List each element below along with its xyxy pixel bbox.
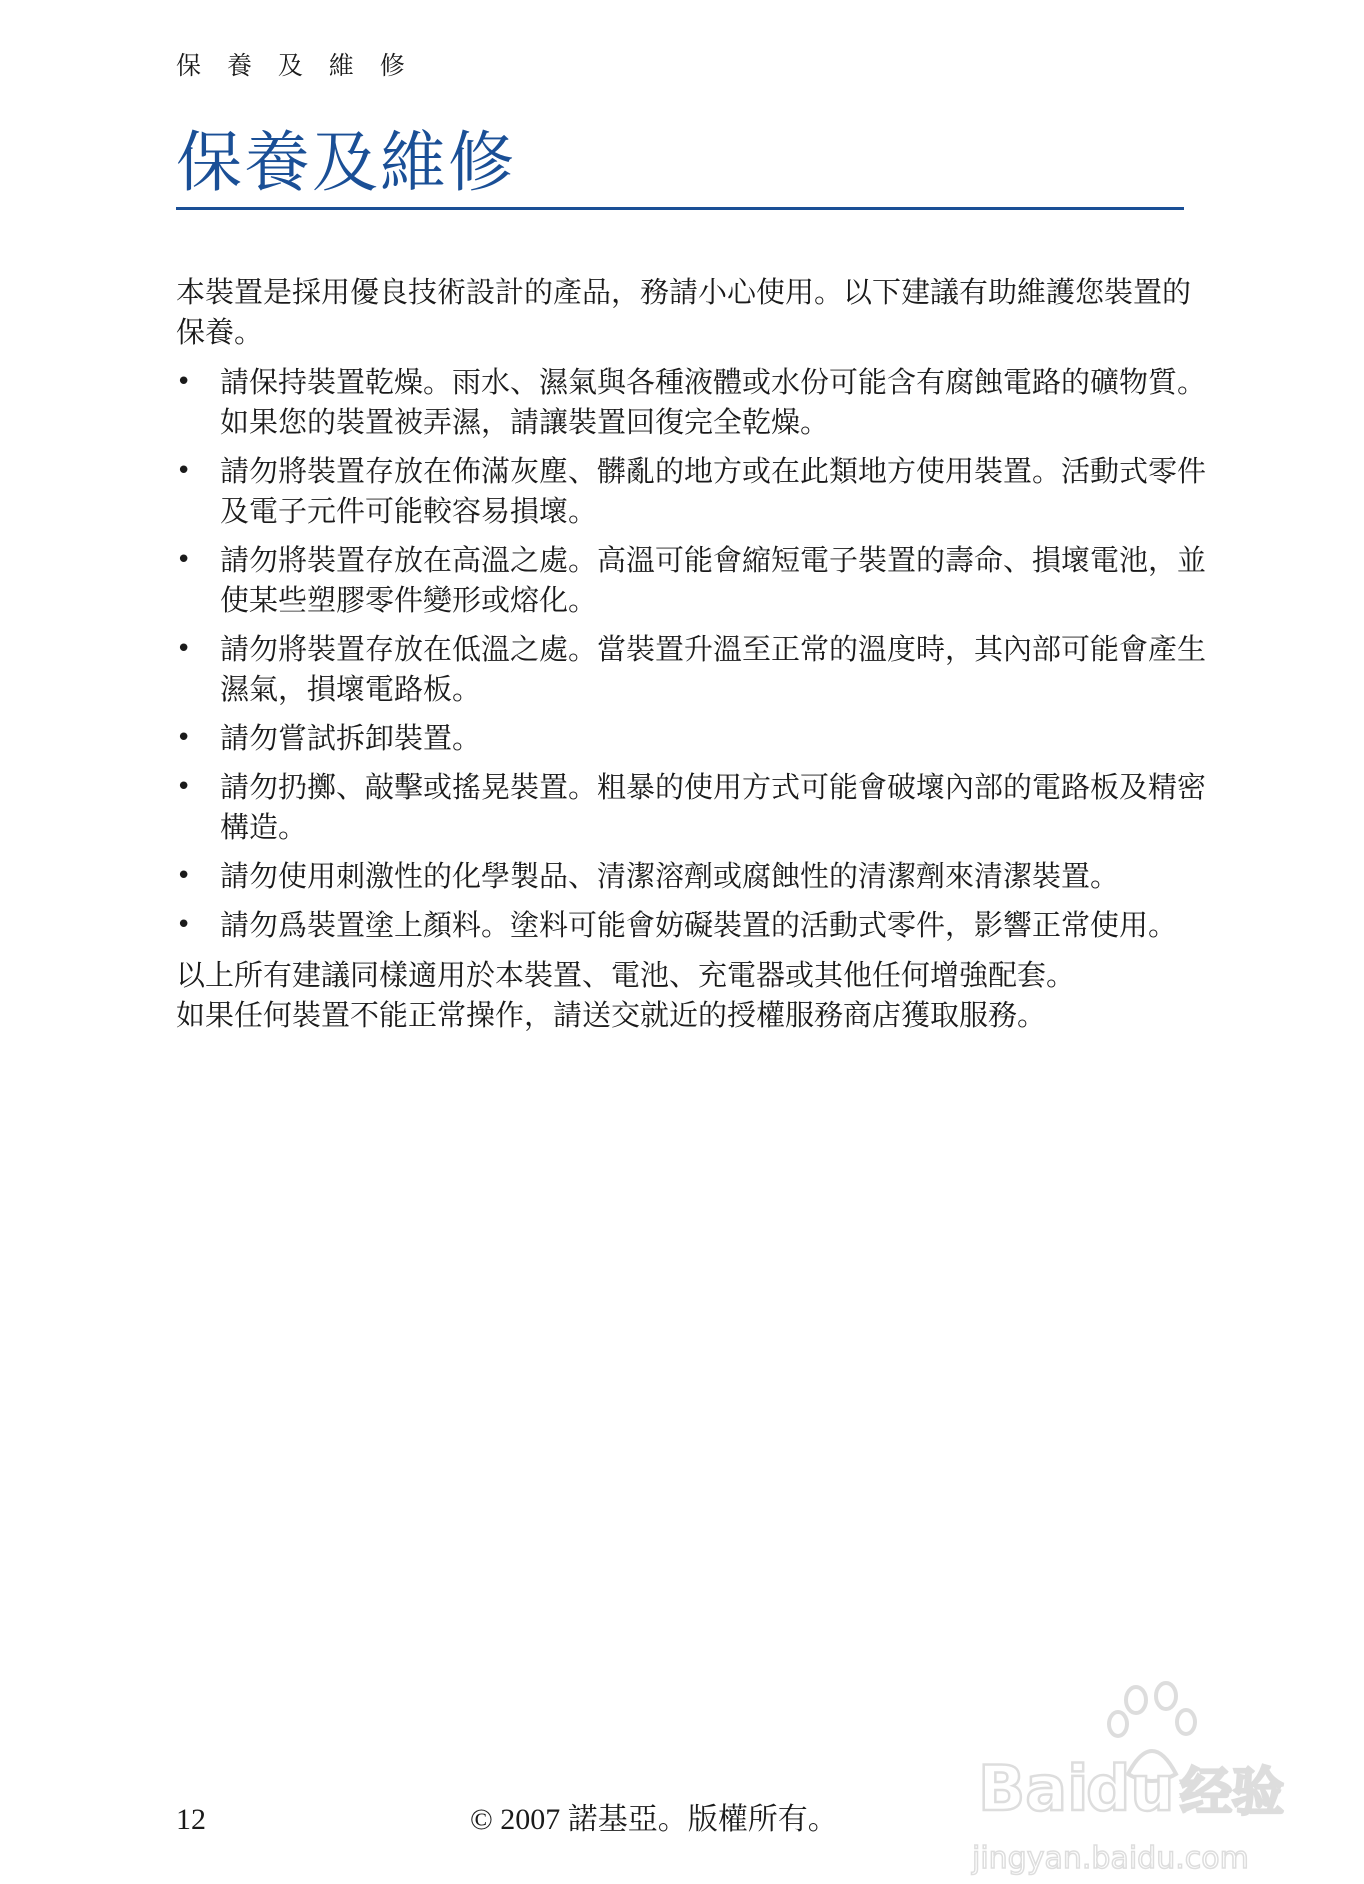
bullet-icon: • [176,545,192,575]
svg-text:du: du [1086,1752,1175,1825]
closing-line: 以上所有建議同樣適用於本裝置、電池、充電器或其他任何增強配套。 [176,958,1076,992]
bullet-icon: • [176,723,192,753]
list-item-text: 請勿爲裝置塗上顏料。塗料可能會妨礙裝置的活動式零件，影響正常使用。 [220,908,1178,942]
list-item-text: 請勿將裝置存放在高溫之處。高溫可能會縮短電子裝置的壽命、損壞電池，並使某些塑膠零件變形或熔化。 [220,543,1207,617]
list-item-text: 請勿將裝置存放在佈滿灰塵、髒亂的地方或在此類地方使用裝置。活動式零件及電子元件可能較容易損壞。 [220,454,1207,528]
list-item [176,451,1206,531]
bullet-icon: • [176,634,192,664]
list-item [176,362,1206,442]
list-item [176,767,1206,847]
list-item [176,718,1206,758]
copyright-notice: © 2007 諾基亞。版權所有。 [470,1803,838,1836]
page-title: 保養及維修 [176,124,516,201]
intro-paragraph: 本裝置是採用優良技術設計的產品，務請小心使用。以下建議有助維護您裝置的保養。 [176,275,1192,349]
svg-text:经验: 经验 [1180,1763,1285,1823]
running-header: 保 養 及 維 修 [176,51,414,80]
bullet-icon: • [176,772,192,802]
list-item-text: 請勿嘗試拆卸裝置。 [220,721,482,755]
baidu-watermark-logo [968,1678,1298,1878]
list-item-text: 請勿扔擲、敲擊或搖晃裝置。粗暴的使用方式可能會破壞內部的電路板及精密構造。 [220,770,1207,844]
list-item-text: 請勿將裝置存放在低溫之處。當裝置升溫至正常的溫度時，其內部可能會產生濕氣，損壞電路板。 [220,632,1207,706]
page-number: 12 [176,1803,206,1836]
list-item [176,629,1206,709]
list-item-text: 請勿使用刺激性的化學製品、清潔溶劑或腐蝕性的清潔劑來清潔裝置。 [220,859,1120,893]
svg-text:jingyan.baidu.com: jingyan.baidu.com [972,1841,1249,1876]
list-item [176,856,1206,896]
title-block [176,122,1184,210]
list-item [176,905,1206,945]
closing-paragraph [176,955,1206,1035]
bullet-icon: • [176,861,192,891]
body-text [176,272,1206,1035]
title-underline [176,207,1184,210]
svg-text:Bai: Bai [978,1752,1089,1825]
bullet-icon: • [176,910,192,940]
list-item-text: 請保持裝置乾燥。雨水、濕氣與各種液體或水份可能含有腐蝕電路的礦物質。如果您的裝置被弄濕，請讓裝置回復完全乾燥。 [220,365,1207,439]
bullet-icon: • [176,456,192,486]
list-item [176,540,1206,620]
care-list [176,362,1206,945]
bullet-icon: • [176,367,192,397]
closing-line: 如果任何裝置不能正常操作，請送交就近的授權服務商店獲取服務。 [176,998,1047,1032]
